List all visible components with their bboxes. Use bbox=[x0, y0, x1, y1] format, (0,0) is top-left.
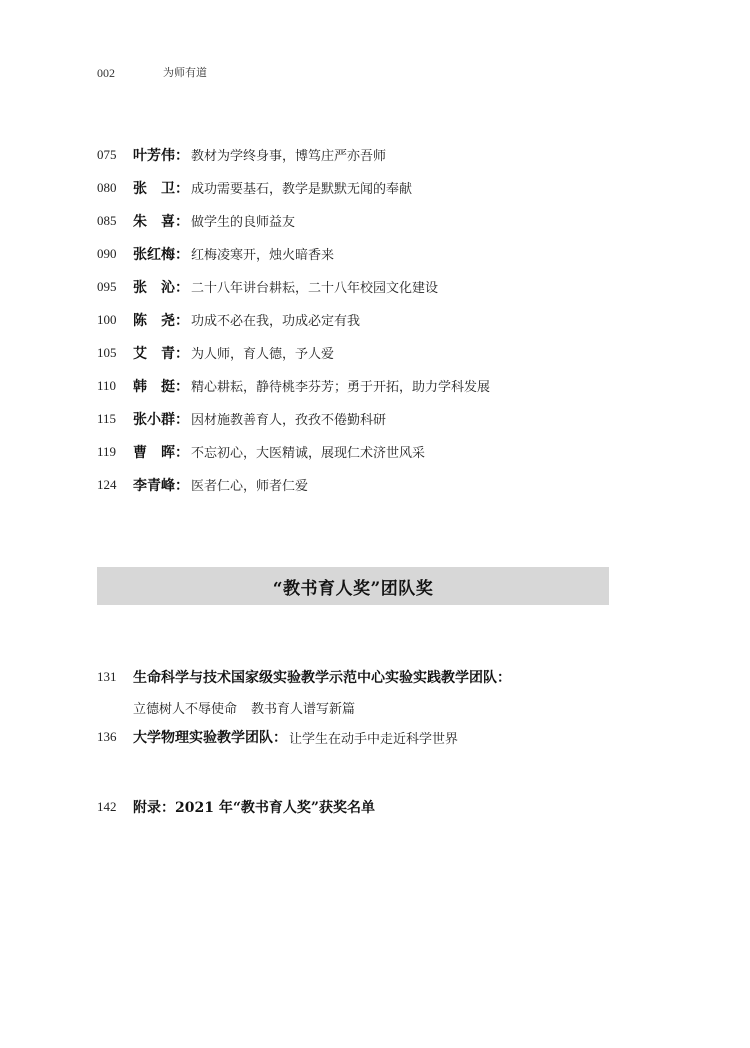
entry-colon: ： bbox=[175, 147, 189, 164]
entry-title: 成功需要基石，教学是默默无闻的奉献 bbox=[191, 182, 413, 197]
entry-page-number: 085 bbox=[97, 212, 117, 228]
entry-page-number: 124 bbox=[97, 476, 117, 492]
entry-person-name: 张小群 bbox=[133, 411, 175, 428]
entry-page-number: 115 bbox=[97, 410, 117, 426]
entry-title: 精心耕耘，静待桃李芬芳；勇于开拓，助力学科发展 bbox=[191, 380, 491, 395]
entry-title: 为人师，育人德，予人爱 bbox=[191, 347, 335, 362]
entry-person-name: 叶芳伟 bbox=[133, 147, 175, 164]
entry-colon: ： bbox=[175, 411, 189, 428]
header-page-number: 002 bbox=[97, 66, 115, 80]
entry-person-name: 李青峰 bbox=[133, 477, 175, 494]
toc-entry[interactable] bbox=[97, 435, 697, 468]
entry-colon: ： bbox=[175, 345, 189, 362]
toc-entry[interactable] bbox=[97, 402, 697, 435]
entry-page-number: 090 bbox=[97, 245, 117, 261]
entry-page-number: 075 bbox=[97, 146, 117, 162]
toc-entry[interactable] bbox=[97, 468, 697, 501]
entry-title: 红梅凌寒开，烛火暗香来 bbox=[191, 248, 335, 263]
entry-title: 功成不必在我，功成必定有我 bbox=[191, 314, 361, 329]
entry-title: 因材施教善育人，孜孜不倦勤科研 bbox=[191, 413, 387, 428]
entry-page-number: 105 bbox=[97, 344, 117, 360]
appendix-entry[interactable] bbox=[97, 792, 697, 822]
toc-entry[interactable] bbox=[97, 270, 697, 303]
entry-colon: ： bbox=[175, 444, 189, 461]
entry-title: 医者仁心，师者仁爱 bbox=[191, 479, 309, 494]
entry-title: 不忘初心，大医精诚，展现仁术济世风采 bbox=[191, 446, 426, 461]
entry-colon: ： bbox=[175, 246, 189, 263]
toc-entry[interactable] bbox=[97, 138, 697, 171]
entry-colon: ： bbox=[175, 213, 189, 230]
entry-person-name: 艾 青 bbox=[133, 345, 175, 362]
entry-person-name: 陈 尧 bbox=[133, 312, 175, 329]
section-title: “教书育人奖”团队奖 bbox=[272, 578, 434, 599]
page-header bbox=[97, 64, 207, 82]
team-page-number: 136 bbox=[97, 729, 117, 744]
team-title: 让学生在动手中走近科学世界 bbox=[289, 731, 459, 747]
team-subtitle bbox=[133, 692, 697, 722]
entry-page-number: 080 bbox=[97, 179, 117, 195]
toc-entry[interactable] bbox=[97, 204, 697, 237]
toc-entry[interactable] bbox=[97, 336, 697, 369]
entry-person-name: 朱 喜 bbox=[133, 213, 175, 230]
entry-page-number: 110 bbox=[97, 377, 117, 393]
entry-title: 二十八年讲台耕耘，二十八年校园文化建设 bbox=[191, 281, 439, 296]
team-subtitle-part2: 教书育人谱写新篇 bbox=[251, 701, 356, 717]
entry-colon: ： bbox=[175, 180, 189, 197]
appendix-page-number: 142 bbox=[97, 799, 117, 814]
team-colon: ： bbox=[273, 730, 287, 746]
entry-title: 做学生的良师益友 bbox=[191, 215, 296, 230]
team-entry[interactable] bbox=[97, 662, 697, 692]
entry-page-number: 119 bbox=[97, 443, 117, 459]
team-entries bbox=[97, 662, 697, 752]
entry-person-name: 张红梅 bbox=[133, 246, 175, 263]
entry-person-name: 张 沁 bbox=[133, 279, 175, 296]
entry-person-name: 曹 晖 bbox=[133, 444, 175, 461]
appendix-title: 附录：2021 年“教书育人奖”获奖名单 bbox=[133, 800, 375, 816]
toc-entry[interactable] bbox=[97, 303, 697, 336]
team-page-number: 131 bbox=[97, 669, 117, 684]
entry-person-name: 韩 挺 bbox=[133, 378, 175, 395]
entry-colon: ： bbox=[175, 477, 189, 494]
team-entry[interactable] bbox=[97, 722, 697, 752]
team-name: 大学物理实验教学团队 bbox=[133, 730, 273, 746]
toc-entry[interactable] bbox=[97, 237, 697, 270]
team-name: 生命科学与技术国家级实验教学示范中心实验实践教学团队 bbox=[133, 670, 497, 686]
entry-title: 教材为学终身事，博笃庄严亦吾师 bbox=[191, 149, 387, 164]
toc-entry[interactable] bbox=[97, 369, 697, 402]
section-header-bar bbox=[97, 567, 609, 605]
entry-colon: ： bbox=[175, 378, 189, 395]
toc-list bbox=[97, 138, 697, 501]
entry-page-number: 095 bbox=[97, 278, 117, 294]
entry-colon: ： bbox=[175, 312, 189, 329]
entry-colon: ： bbox=[175, 279, 189, 296]
team-colon: ： bbox=[497, 670, 511, 686]
toc-entry[interactable] bbox=[97, 171, 697, 204]
team-subtitle-part1: 立德树人不辱使命 bbox=[133, 701, 238, 717]
entry-page-number: 100 bbox=[97, 311, 117, 327]
entry-person-name: 张 卫 bbox=[133, 180, 175, 197]
header-book-title: 为师有道 bbox=[163, 66, 207, 79]
